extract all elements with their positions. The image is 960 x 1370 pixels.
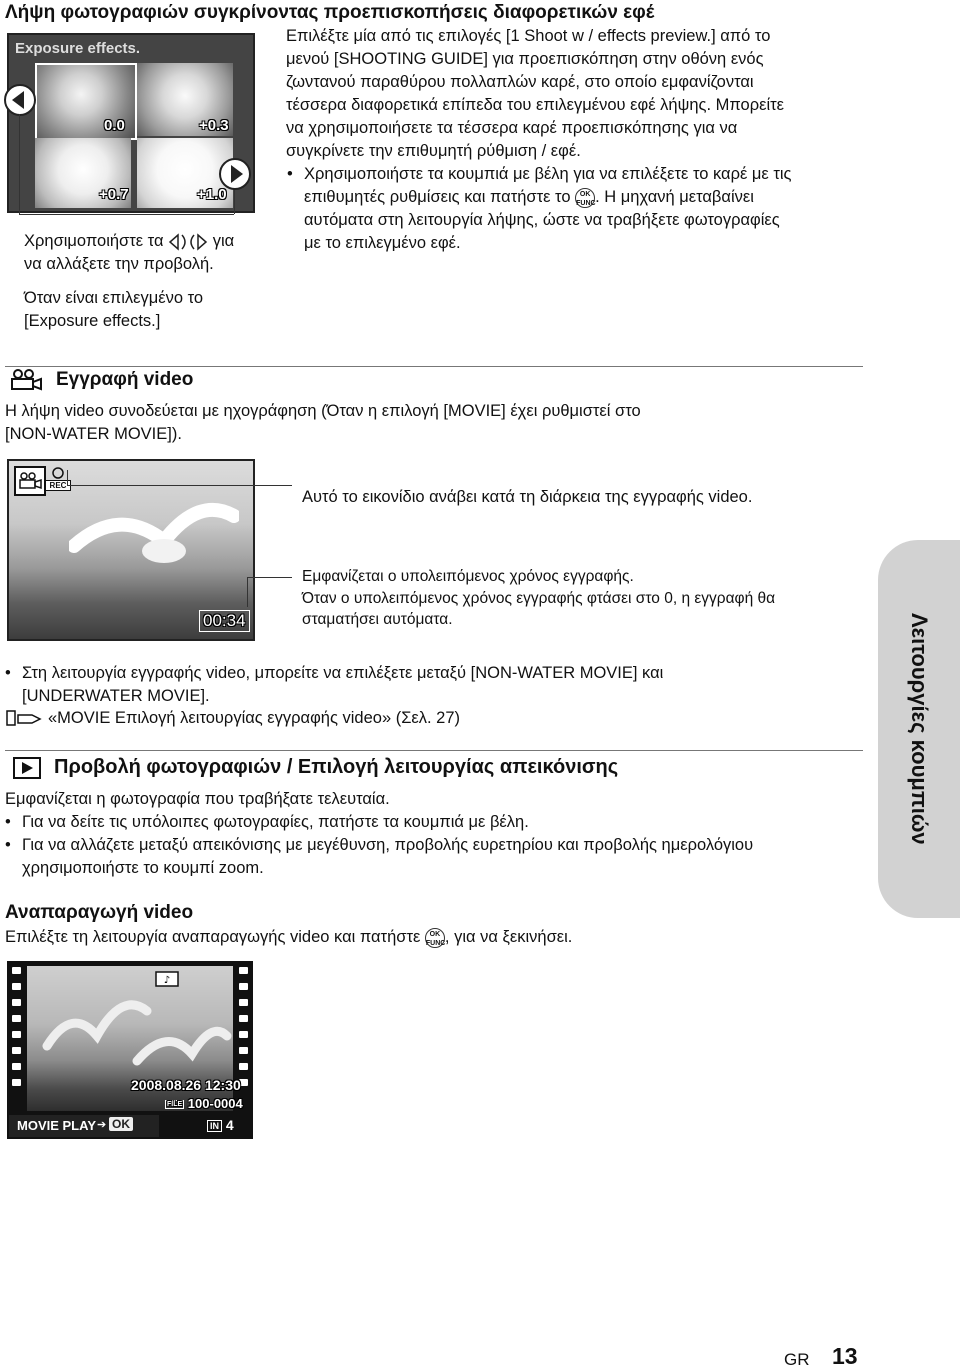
section-title-compare-effects: Λήψη φωτογραφιών συγκρίνοντας προεπισκοπήσεις διαφορετικών εφέ <box>5 2 655 23</box>
playback-bullets: • Για να δείτε τις υπόλοιπες φωτογραφίες, πατήστε τα κουμπιά με βέλη. • Για να αλλάζετε μεταξύ απεικόνισης με μεγέθυνση, προβολής ευρετηρίου και προβολής ημερολόγιου χρησιμοποιήστε το κουμπί zoom. <box>22 811 753 880</box>
section-divider <box>5 366 863 367</box>
caption-selected-2: [Exposure effects.] <box>24 312 161 330</box>
caption-arrows-2: να αλλάξετε την προβολή. <box>24 255 214 273</box>
movie-camera-icon <box>8 368 46 392</box>
left-arrow-icon <box>0 80 40 120</box>
callout-line <box>67 470 68 485</box>
arrow-icon: ➔ <box>97 1119 107 1131</box>
play-button-icon <box>12 756 42 780</box>
caption-selected-1: Όταν είναι επιλεγμένο το <box>24 289 204 307</box>
callout-line <box>67 485 292 486</box>
side-tab-label: Λειτουργίες κουμπιών <box>907 613 932 845</box>
callout-line <box>19 214 234 215</box>
video-rec-screen <box>7 459 255 641</box>
section-divider <box>5 750 863 751</box>
video-bullet: • Στη λειτουργία εγγραφής video, μπορείτε να επιλέξετε μεταξύ [NON-WATER MOVIE] και [UNDERWATER MOVIE]. <box>22 662 663 708</box>
ok-func-icon: OK FUNC <box>575 188 595 208</box>
ev-label-4: +1.0 <box>197 186 227 203</box>
section-title-playback: Προβολή φωτογραφιών / Επιλογή λειτουργίας απεικόνισης <box>54 756 619 778</box>
section1-bullet: • Χρησιμοποιήστε τα κουμπιά με βέλη για να επιλέξετε το καρέ με τις επιθυμητές ρυθμίσεις και πατήστε το OK FUNC. Η μηχανή μεταβαίνει αυτόματα στη λειτουργία λήψης, ώστε να τραβήξετε φωτογραφίες με το επιλεγμένο εφέ. <box>304 163 791 255</box>
movie-play-bar: MOVIE PLAY ➔ OK <box>9 1115 159 1137</box>
movie-playback-screen <box>7 961 253 1139</box>
movie-date: 2008.08.26 12:30 <box>131 1077 241 1093</box>
rec-indicator: REC <box>45 466 71 492</box>
movie-audio-icon <box>155 971 179 987</box>
ok-func-icon: OK FUNC <box>425 928 445 948</box>
section-title-video-playback: Αναπαραγωγή video <box>5 902 194 923</box>
callout-time-text: Εμφανίζεται ο υπολειπόμενος χρόνος εγγραφής. Όταν ο υπολειπόμενος χρόνος εγγραφής φτάσει στο 0, η εγγραφή θα σταματήσει αυτόματα. <box>302 568 776 628</box>
ev-label-2: +0.3 <box>199 117 229 134</box>
remaining-time: 00:34 <box>199 610 250 632</box>
playback-intro: Εμφανίζεται η φωτογραφία που τραβήξατε τελευταία. <box>5 790 390 808</box>
internal-memory-count: IN 4 <box>207 1117 234 1133</box>
section1-body: Επιλέξτε μία από τις επιλογές [1 Shoot w / effects preview.] από το μενού [SHOOTING GUIDE] για προεπισκόπηση στην οθόνη ενός ζωντανού παραθύρου πολλαπλών καρέ, στο οποίο εμφανίζονται τέσσερα διαφορετικά επίπεδα του επιλεγμένου εφέ λήψης. Μπορείτε να χρησιμοποιήσετε τα τέσσερα καρέ προεπισκόπησης για να συγκρίνετε την επιθυμητή ρύθμιση / εφέ. <box>286 27 784 160</box>
movie-mode-indicator <box>14 466 46 496</box>
right-arrow-icon <box>215 154 255 194</box>
reference-icon <box>6 709 46 729</box>
screen-title: Exposure effects. <box>15 40 141 57</box>
callout-line <box>247 577 292 578</box>
ev-label-1: 0.0 <box>104 117 125 134</box>
seagull-image <box>69 486 239 606</box>
callout-line <box>19 114 20 214</box>
callout-line <box>234 190 235 214</box>
page-number: 13 <box>832 1343 858 1369</box>
video-reference: «MOVIE Επιλογή λειτουργίας εγγραφής video» (Σελ. 27) <box>48 709 461 727</box>
section-title-video-recording: Εγγραφή video <box>56 369 194 390</box>
ev-label-3: +0.7 <box>99 186 129 203</box>
callout-line <box>247 577 248 607</box>
callout-icon-text: Αυτό το εικονίδιο ανάβει κατά τη διάρκεια της εγγραφής video. <box>302 488 753 506</box>
video-intro-1: Η λήψη video συνοδεύεται με ηχογράφηση (Όταν η επιλογή [MOVIE] έχει ρυθμιστεί στο <box>5 402 641 420</box>
caption-arrows: Χρησιμοποιήστε τα για <box>24 232 235 250</box>
svg-text:♪: ♪ <box>163 975 171 986</box>
ok-button-label: OK <box>109 1117 133 1131</box>
left-right-arrows-icon <box>168 233 208 251</box>
video-intro-2: [NON-WATER MOVIE]). <box>5 425 182 443</box>
video-playback-intro: Επιλέξτε τη λειτουργία αναπαραγωγής video και πατήστε OK FUNC, για να ξεκινήσει. <box>5 928 573 947</box>
footer-lang: GR <box>784 1350 810 1369</box>
movie-file-number: FILE 100-0004 <box>167 1096 243 1111</box>
